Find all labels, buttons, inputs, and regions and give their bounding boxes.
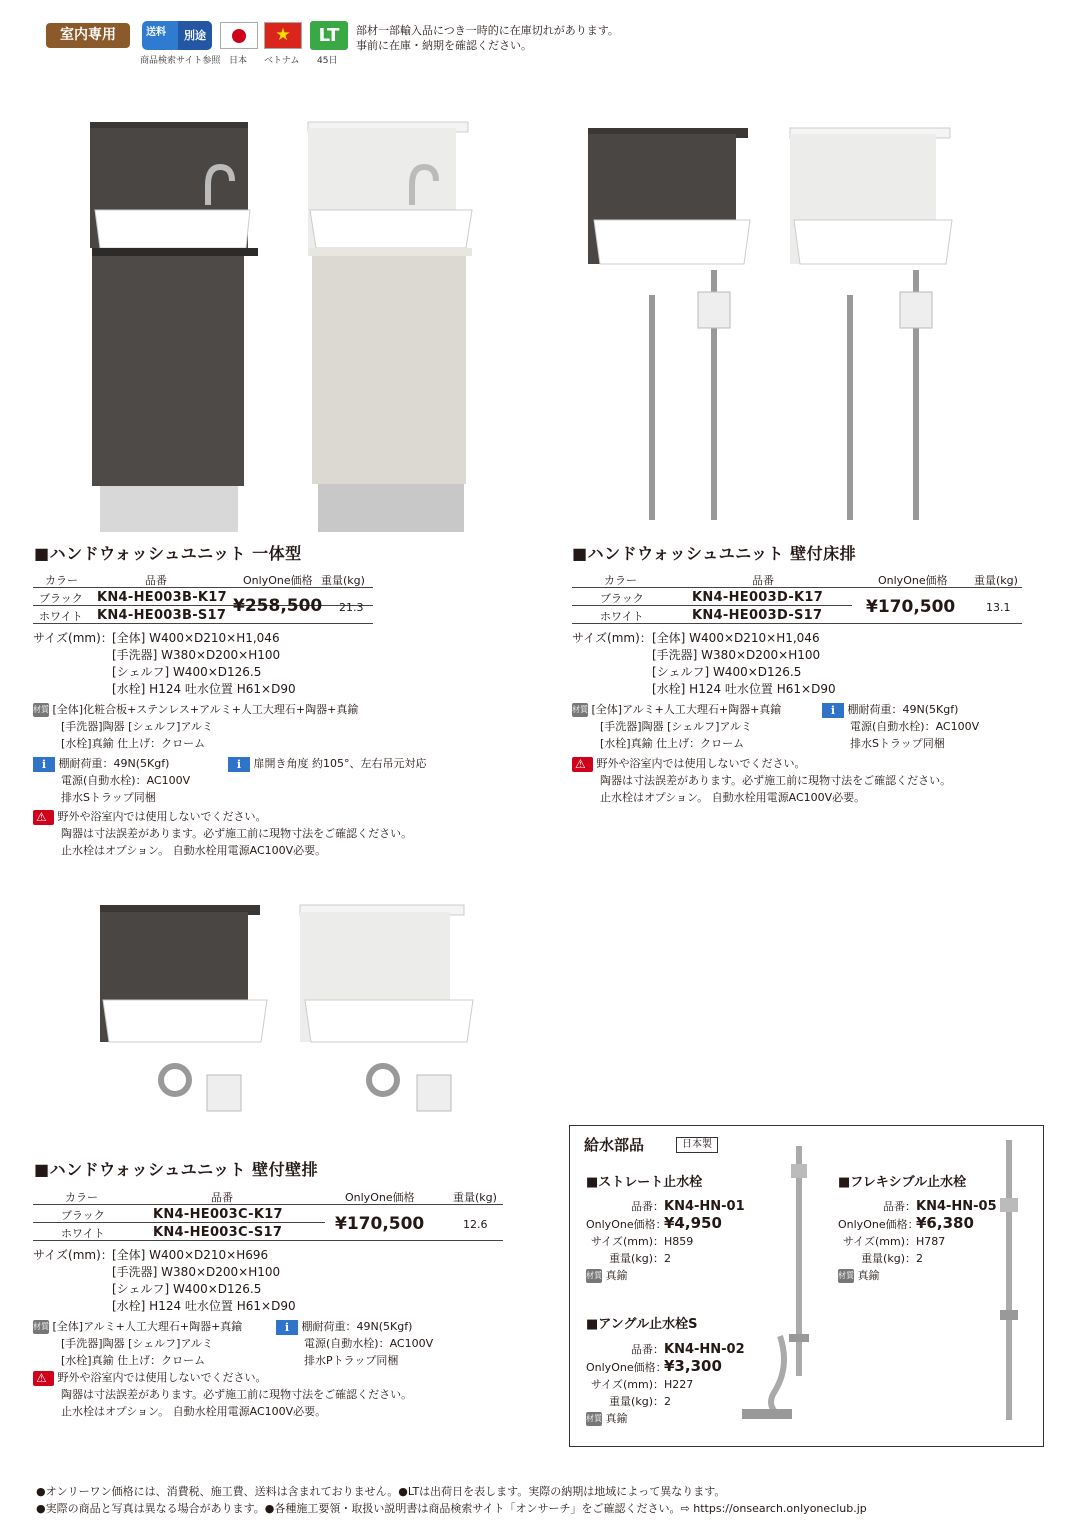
part-number-black: KN4-HE003D-K17 <box>692 590 824 605</box>
size-basin: [手洗器] W380×D200×H100 <box>112 1265 281 1279</box>
material-icon: 材質 <box>586 1269 602 1283</box>
angle-material: 真鍮 <box>605 1412 628 1425</box>
label: 品番： <box>631 1343 664 1356</box>
header-weight: 重量(kg) <box>453 1191 497 1204</box>
header-color: カラー <box>65 1191 98 1204</box>
header-part-number: 品番 <box>752 574 774 587</box>
info-door-text: 扉開き角度 約105°、左右吊元対応 <box>253 757 427 770</box>
header-weight: 重量(kg) <box>974 574 1018 587</box>
label: 重量(kg)： <box>609 1252 664 1265</box>
shipping-note: 商品検索サイト参照 <box>140 56 221 66</box>
info-power: 電源(自動水栓)：AC100V <box>61 774 191 787</box>
header-part-number: 品番 <box>211 1191 233 1204</box>
warning-icon <box>33 1371 54 1386</box>
size-shelf: [シェルフ] W400×D126.5 <box>652 665 802 679</box>
stock-note-1: 部材一部輸入品につき一時的に在庫切れがあります。 <box>356 24 619 37</box>
label: サイズ(mm)： <box>590 1378 664 1391</box>
material-1: [全体]化粧合板+ステンレス+アルミ+人工大理石+陶器+真鍮 <box>52 703 359 716</box>
straight-part-number: KN4-HN-01 <box>664 1199 745 1214</box>
made-in-japan-badge: 日本製 <box>676 1137 718 1153</box>
straight-price: ¥4,950 <box>664 1214 722 1232</box>
size-shelf: [シェルフ] W400×D126.5 <box>112 665 262 679</box>
label: 品番： <box>883 1200 916 1213</box>
material-icon: 材質 <box>33 1320 49 1334</box>
stock-note-2: 事前に在庫・納期を確認ください。 <box>356 39 532 52</box>
label: 重量(kg)： <box>609 1395 664 1408</box>
material-3: [水栓]真鍮 仕上げ：クローム <box>61 1354 206 1367</box>
info-block <box>276 1318 433 1369</box>
lead-time-days: 45日 <box>317 56 338 66</box>
angle-size: H227 <box>664 1378 694 1391</box>
box-title: 給水部品 <box>584 1136 645 1154</box>
material-3: [水栓]真鍮 仕上げ：クローム <box>61 737 206 750</box>
vietnam-flag-icon <box>264 22 302 49</box>
material-icon: 材質 <box>838 1269 854 1283</box>
color-white: ホワイト <box>600 610 644 623</box>
product-image-wall-floor <box>580 120 960 535</box>
straight-material: 真鍮 <box>605 1269 628 1282</box>
size-overall: [全体] W400×D210×H1,046 <box>652 631 820 645</box>
material-1: [全体]アルミ+人工大理石+陶器+真鍮 <box>591 703 782 716</box>
flexible-price: ¥6,380 <box>916 1214 974 1232</box>
product-title-wall-wall: ■ハンドウォッシュユニット 壁付壁排 <box>34 1160 319 1179</box>
material-icon: 材質 <box>586 1412 602 1426</box>
info-block <box>33 755 190 806</box>
angle-details <box>586 1341 746 1427</box>
info-icon: i <box>822 703 844 718</box>
size-overall: [全体] W400×D210×H696 <box>112 1248 269 1262</box>
size-label: サイズ(mm)： <box>33 1248 113 1262</box>
straight-title: ■ストレート止水栓 <box>586 1175 703 1190</box>
flexible-part-number: KN4-HN-05 <box>916 1199 997 1214</box>
weight: 12.6 <box>463 1218 488 1231</box>
flexible-stop-valve-image <box>995 1138 1025 1423</box>
shipping-label: 送料 <box>146 27 166 38</box>
info-block <box>822 701 979 752</box>
price: ¥170,500 <box>335 1214 425 1234</box>
weight: 21.3 <box>339 601 364 614</box>
info-trap: 排水Pトラップ同梱 <box>304 1354 399 1367</box>
header-weight: 重量(kg) <box>321 574 365 587</box>
size-label: サイズ(mm)： <box>33 631 113 645</box>
warning-2: 陶器は寸法誤差があります。必ず施工前に現物寸法をご確認ください。 <box>61 1388 413 1401</box>
color-black: ブラック <box>39 592 83 605</box>
label: OnlyOne価格： <box>838 1218 919 1231</box>
indoor-only-badge: 室内専用 <box>46 23 130 48</box>
material-icon: 材質 <box>572 703 588 717</box>
warning-2: 陶器は寸法誤差があります。必ず施工前に現物寸法をご確認ください。 <box>61 827 413 840</box>
header-price: OnlyOne価格 <box>878 574 948 587</box>
label: サイズ(mm)： <box>590 1235 664 1248</box>
flag-label-vietnam: ベトナム <box>264 56 300 66</box>
info-icon: i <box>276 1320 298 1335</box>
header-price: OnlyOne価格 <box>345 1191 415 1204</box>
header-color: カラー <box>45 574 78 587</box>
label: 重量(kg)： <box>861 1252 916 1265</box>
flexible-details <box>838 1198 998 1284</box>
warning-3: 止水栓はオプション。 自動水栓用電源AC100V必要。 <box>61 844 327 857</box>
price: ¥170,500 <box>866 597 956 617</box>
info-power: 電源(自動水栓)：AC100V <box>850 720 980 733</box>
straight-weight: 2 <box>664 1252 671 1265</box>
info-door <box>228 755 427 772</box>
product-title-wall-floor: ■ハンドウォッシュユニット 壁付床排 <box>572 544 857 563</box>
info-trap: 排水Sトラップ同梱 <box>61 791 156 804</box>
product-image-integrated <box>80 110 480 535</box>
label: OnlyOne価格： <box>586 1218 667 1231</box>
header-color: カラー <box>604 574 637 587</box>
flexible-title: ■フレキシブル止水栓 <box>838 1175 967 1190</box>
stock-note <box>356 23 686 53</box>
warning-1: 野外や浴室内では使用しないでください。 <box>57 1371 267 1384</box>
straight-size: H859 <box>664 1235 694 1248</box>
size-faucet: [水栓] H124 吐水位置 H61×D90 <box>112 682 296 696</box>
flexible-material: 真鍮 <box>857 1269 880 1282</box>
material-2: [手洗器]陶器 [シェルフ]アルミ <box>600 720 753 733</box>
material-block <box>33 1318 242 1369</box>
angle-price: ¥3,300 <box>664 1357 722 1375</box>
angle-part-number: KN4-HN-02 <box>664 1342 745 1357</box>
flag-label-japan: 日本 <box>229 56 248 66</box>
info-load: 棚耐荷重：49N(5Kgf) <box>301 1320 413 1333</box>
part-number-black: KN4-HE003C-K17 <box>153 1207 283 1222</box>
shipping-separate: 別途 <box>178 21 212 50</box>
color-white: ホワイト <box>39 610 83 623</box>
flexible-size: H787 <box>916 1235 946 1248</box>
part-number-white: KN4-HE003C-S17 <box>153 1225 283 1240</box>
warning-block <box>572 755 951 806</box>
size-basin: [手洗器] W380×D200×H100 <box>652 648 821 662</box>
water-supply-parts-box <box>569 1125 1044 1447</box>
label: OnlyOne価格： <box>586 1361 667 1374</box>
warning-1: 野外や浴室内では使用しないでください。 <box>57 810 267 823</box>
material-2: [手洗器]陶器 [シェルフ]アルミ <box>61 720 214 733</box>
size-overall: [全体] W400×D210×H1,046 <box>112 631 280 645</box>
straight-details <box>586 1198 746 1284</box>
info-load: 棚耐荷重：49N(5Kgf) <box>847 703 959 716</box>
warning-2: 陶器は寸法誤差があります。必ず施工前に現物寸法をご確認ください。 <box>600 774 952 787</box>
angle-title: ■アングル止水栓S <box>586 1317 698 1332</box>
size-shelf: [シェルフ] W400×D126.5 <box>112 1282 262 1296</box>
size-specs <box>112 1247 296 1315</box>
material-icon: 材質 <box>33 703 49 717</box>
header-price: OnlyOne価格 <box>243 574 313 587</box>
size-specs <box>652 630 836 698</box>
flexible-weight: 2 <box>916 1252 923 1265</box>
color-black: ブラック <box>61 1209 105 1222</box>
product-image-wall-wall <box>95 900 475 1150</box>
size-faucet: [水栓] H124 吐水位置 H61×D90 <box>112 1299 296 1313</box>
info-power: 電源(自動水栓)：AC100V <box>304 1337 434 1350</box>
color-black: ブラック <box>600 592 644 605</box>
info-icon: i <box>228 757 250 772</box>
material-3: [水栓]真鍮 仕上げ：クローム <box>600 737 745 750</box>
warning-icon <box>572 757 593 772</box>
price: ¥258,500 <box>233 596 323 616</box>
spec-table-integrated <box>33 571 373 629</box>
footer-note-1: ●オンリーワン価格には、消費税、施工費、送料は含まれておりません。●LTは出荷日を表します。実際の納期は地域によって異なります。 <box>36 1485 726 1498</box>
color-white: ホワイト <box>61 1227 105 1240</box>
warning-block <box>33 808 412 859</box>
info-trap: 排水Sトラップ同梱 <box>850 737 945 750</box>
material-2: [手洗器]陶器 [シェルフ]アルミ <box>61 1337 214 1350</box>
angle-weight: 2 <box>664 1395 671 1408</box>
warning-3: 止水栓はオプション。 自動水栓用電源AC100V必要。 <box>600 791 866 804</box>
material-block <box>572 701 781 752</box>
label: 品番： <box>631 1200 664 1213</box>
part-number-white: KN4-HE003D-S17 <box>692 608 823 623</box>
warning-3: 止水栓はオプション。 自動水栓用電源AC100V必要。 <box>61 1405 327 1418</box>
size-faucet: [水栓] H124 吐水位置 H61×D90 <box>652 682 836 696</box>
japan-flag-icon <box>220 22 258 49</box>
info-load: 棚耐荷重：49N(5Kgf) <box>58 757 170 770</box>
angle-stop-valve-image <box>740 1331 820 1431</box>
header-part-number: 品番 <box>145 574 167 587</box>
product-title-integrated: ■ハンドウォッシュユニット 一体型 <box>34 544 302 563</box>
footer-note-2: ●実際の商品と写真は異なる場合があります。●各種施工要領・取扱い説明書は商品検索サイト「オンサーチ」をご確認ください。⇨ https://onsearch.onlyoneclub.jp <box>36 1502 867 1515</box>
part-number-black: KN4-HE003B-K17 <box>97 590 227 605</box>
part-number-white: KN4-HE003B-S17 <box>97 608 227 623</box>
spec-table-wall-wall <box>33 1188 503 1246</box>
info-icon: i <box>33 757 55 772</box>
size-label: サイズ(mm)： <box>572 631 652 645</box>
warning-block <box>33 1369 412 1420</box>
shipping-badge <box>142 21 212 50</box>
weight: 13.1 <box>986 601 1011 614</box>
warning-icon <box>33 810 54 825</box>
warning-1: 野外や浴室内では使用しないでください。 <box>596 757 806 770</box>
spec-table-wall-floor <box>572 571 1022 629</box>
lead-time-badge: LT <box>310 21 348 50</box>
label: サイズ(mm)： <box>842 1235 916 1248</box>
size-basin: [手洗器] W380×D200×H100 <box>112 648 281 662</box>
size-specs <box>112 630 296 698</box>
material-1: [全体]アルミ+人工大理石+陶器+真鍮 <box>52 1320 243 1333</box>
material-block <box>33 701 358 752</box>
